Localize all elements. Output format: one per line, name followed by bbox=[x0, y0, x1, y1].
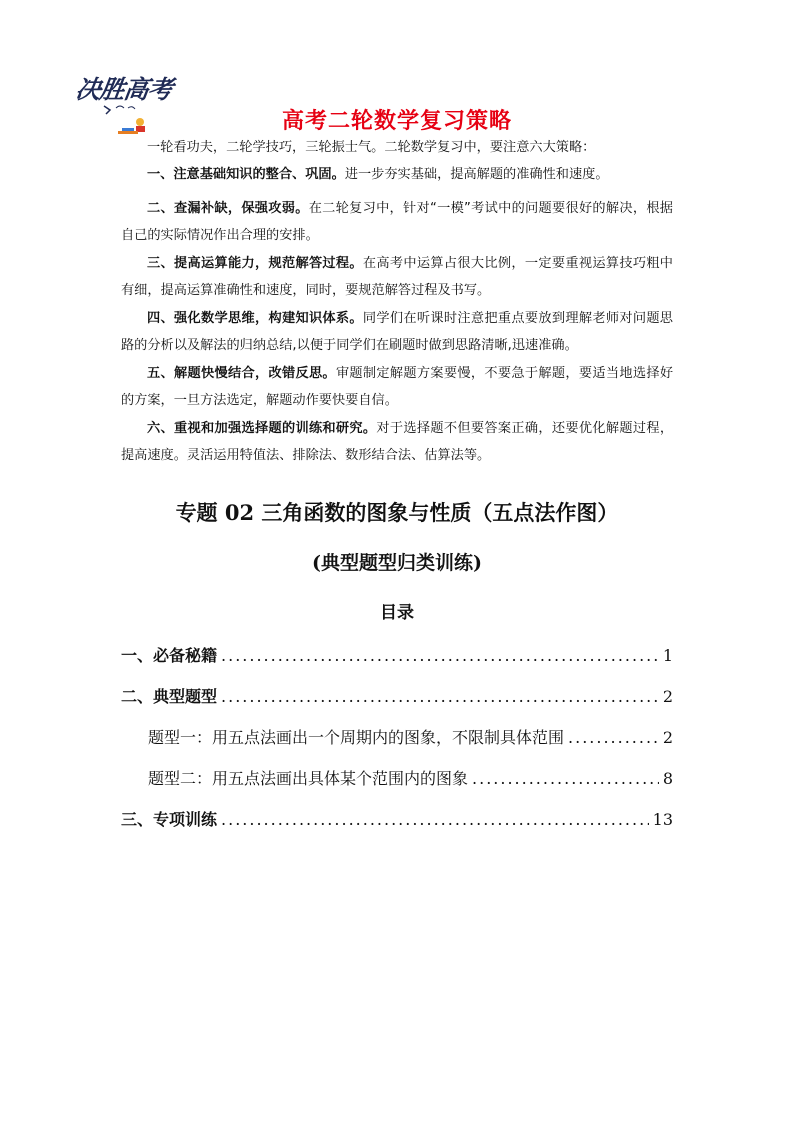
toc-entry-page: 2 bbox=[662, 728, 673, 747]
strategy-2-heading: 二、查漏补缺，保强攻弱。 bbox=[147, 201, 309, 216]
toc-leader-dots bbox=[221, 810, 649, 829]
strategy-3-heading: 三、提高运算能力，规范解答过程。 bbox=[147, 256, 363, 271]
strategy-1-text: 进一步夯实基础，提高解题的准确性和速度。 bbox=[344, 167, 609, 182]
toc-entry-page: 8 bbox=[662, 769, 673, 788]
main-title: 高考二轮数学复习策略 bbox=[281, 109, 512, 134]
strategy-6-text: 对于选择题不但要答案正确，还要优化解题过程，提高速度。灵活运用特值法、排除法、数形结合法、估算法等。 bbox=[121, 421, 674, 463]
topic-title: 专题 02 三角函数的图象与性质（五点法作图） bbox=[175, 500, 619, 525]
strategy-2-text: 在二轮复习中，针对“一模”考试中的问题要很好的解决，根据自己的实际情况作出合理的安排。 bbox=[121, 201, 673, 243]
strategy-3 bbox=[121, 250, 673, 304]
toc-entry-page: 2 bbox=[662, 687, 673, 706]
strategy-5-heading: 五、解题快慢结合，改错反思。 bbox=[147, 366, 336, 381]
strategy-1-heading: 一、注意基础知识的整合、巩固。 bbox=[147, 167, 345, 182]
toc-leader-dots bbox=[221, 687, 659, 706]
strategy-4-heading: 四、强化数学思维，构建知识体系。 bbox=[147, 311, 363, 326]
strategy-2 bbox=[121, 195, 673, 249]
toc-entry-3[interactable] bbox=[148, 725, 673, 748]
strategy-5-text: 审题制定解题方案要慢，不要急于解题，要适当地选择好的方案，一旦方法选定，解题动作要快要自信。 bbox=[121, 366, 674, 408]
toc-entry-2[interactable] bbox=[121, 684, 673, 707]
toc-entry-5[interactable] bbox=[121, 807, 673, 830]
strategy-6-heading: 六、重视和加强选择题的训练和研究。 bbox=[147, 421, 377, 436]
toc-leader-dots bbox=[472, 769, 659, 788]
intro-paragraph: 一轮看功夫，二轮学技巧，三轮振士气。二轮数学复习中，要注意六大策略： bbox=[147, 140, 596, 155]
strategy-6 bbox=[121, 415, 673, 469]
topic-subtitle: (典型题型归类训练) bbox=[312, 552, 482, 574]
logo-text: 决胜高考 bbox=[73, 75, 174, 104]
toc-leader-dots bbox=[568, 728, 659, 747]
toc-entry-label: 题型二：用五点法画出具体某个范围内的图象 bbox=[148, 769, 469, 788]
strategy-3-text: 在高考中运算占很大比例，一定要重视运算技巧粗中有细，提高运算准确性和速度，同时，要规范解答过程及书写。 bbox=[121, 256, 673, 298]
toc-entry-1[interactable] bbox=[121, 643, 673, 666]
strategy-4-text: 同学们在听课时注意把重点要放到理解老师对问题思路的分析以及解法的归纳总结,以便于同学们在刷题时做到思路清晰,迅速准确。 bbox=[121, 311, 673, 353]
toc-leader-dots bbox=[221, 646, 659, 665]
strategy-1 bbox=[121, 161, 673, 188]
toc-entry-4[interactable] bbox=[148, 766, 673, 789]
strategy-4 bbox=[121, 305, 673, 359]
toc-entry-label: 二、典型题型 bbox=[121, 687, 218, 706]
toc-entry-label: 题型一：用五点法画出一个周期内的图象，不限制具体范围 bbox=[148, 728, 565, 747]
toc-entry-page: 13 bbox=[652, 810, 673, 829]
toc-entry-page: 1 bbox=[662, 646, 673, 665]
toc-heading: 目录 bbox=[380, 603, 414, 623]
toc-entry-label: 一、必备秘籍 bbox=[121, 646, 218, 665]
strategy-5 bbox=[121, 360, 673, 414]
toc-entry-label: 三、专项训练 bbox=[121, 810, 218, 829]
